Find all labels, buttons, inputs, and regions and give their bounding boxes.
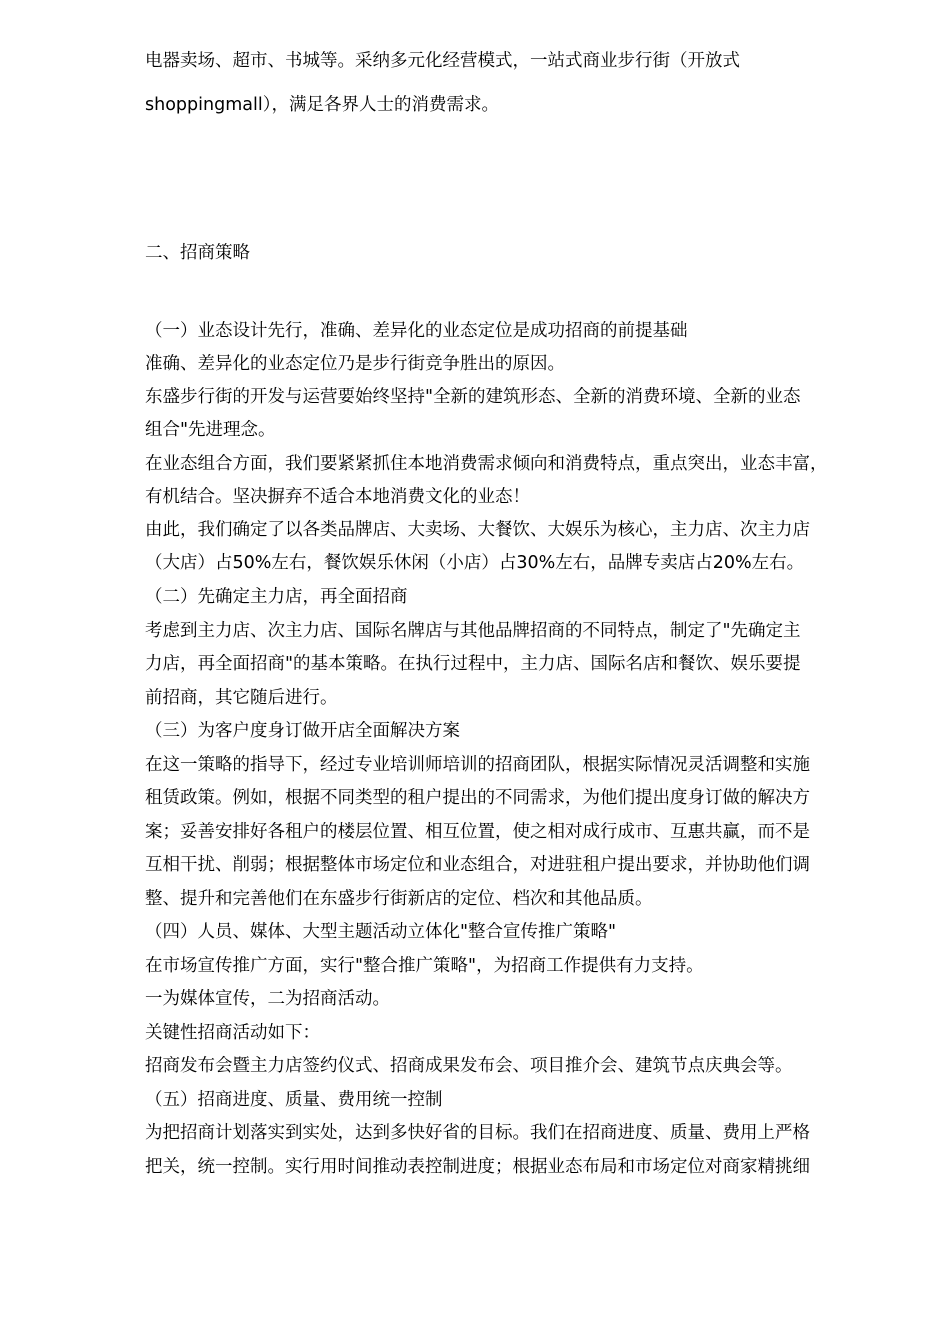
- s4-line-1: 在市场宣传推广方面，实行"整合推广策略"，为招商工作提供有力支持。: [145, 956, 704, 976]
- s1-paragraph-3-line-2: 有机结合。坚决摒弃不适合本地消费文化的业态！: [145, 487, 530, 507]
- s4-line-2: 一为媒体宣传，二为招商活动。: [145, 989, 390, 1009]
- s1-paragraph-2-line-2: 组合"先进理念。: [145, 420, 276, 440]
- section-title: 二、招商策略: [145, 243, 250, 263]
- s5-heading: （五）招商进度、质量、费用统一控制: [145, 1090, 443, 1110]
- s1-paragraph-2-line-1: 东盛步行街的开发与运营要始终坚持"全新的建筑形态、全新的消费环境、全新的业态: [145, 387, 801, 407]
- s3-line-5: 整、提升和完善他们在东盛步行街新店的定位、档次和其他品质。: [145, 889, 653, 909]
- s2-line-2: 力店，再全面招商"的基本策略。在执行过程中，主力店、国际名店和餐饮、娱乐要提: [145, 654, 801, 674]
- s3-line-4: 互相干扰、削弱；根据整体市场定位和业态组合，对进驻租户提出要求，并协助他们调: [145, 855, 810, 875]
- s4-line-4: 招商发布会暨主力店签约仪式、招商成果发布会、项目推介会、建筑节点庆典会等。: [145, 1056, 793, 1076]
- s4-line-3: 关键性招商活动如下：: [145, 1023, 320, 1043]
- s1-paragraph-4-line-1: 由此，我们确定了以各类品牌店、大卖场、大餐饮、大娱乐为核心，主力店、次主力店: [145, 520, 810, 540]
- s3-heading: （三）为客户度身订做开店全面解决方案: [145, 721, 460, 741]
- s1-paragraph-1: 准确、差异化的业态定位乃是步行街竞争胜出的原因。: [145, 354, 565, 374]
- s1-heading: （一）业态设计先行，准确、差异化的业态定位是成功招商的前提基础: [145, 321, 688, 341]
- s5-line-1: 为把招商计划落实到实处，达到多快好省的目标。我们在招商进度、质量、费用上严格: [145, 1123, 810, 1143]
- s1-paragraph-4-line-2: （大店）占50%左右，餐饮娱乐休闲（小店）占30%左右，品牌专卖店占20%左右。: [145, 553, 805, 573]
- s2-line-1: 考虑到主力店、次主力店、国际名牌店与其他品牌招商的不同特点，制定了"先确定主: [145, 621, 801, 641]
- s3-line-1: 在这一策略的指导下，经过专业培训师培训的招商团队，根据实际情况灵活调整和实施: [145, 755, 810, 775]
- s2-line-3: 前招商，其它随后进行。: [145, 688, 338, 708]
- s1-paragraph-3-line-1: 在业态组合方面，我们要紧紧抓住本地消费需求倾向和消费特点，重点突出，业态丰富，: [145, 454, 828, 474]
- s4-heading: （四）人员、媒体、大型主题活动立体化"整合宣传推广策略": [145, 922, 617, 942]
- s3-line-2: 租赁政策。例如，根据不同类型的租户提出的不同需求，为他们提出度身订做的解决方: [145, 788, 810, 808]
- s2-heading: （二）先确定主力店，再全面招商: [145, 587, 408, 607]
- intro-line-2: shoppingmall），满足各界人士的消费需求。: [145, 95, 499, 115]
- s5-line-2: 把关，统一控制。实行用时间推动表控制进度；根据业态布局和市场定位对商家精挑细: [145, 1157, 810, 1177]
- intro-line-1: 电器卖场、超市、书城等。采纳多元化经营模式，一站式商业步行街（开放式: [145, 51, 740, 71]
- s3-line-3: 案；妥善安排好各租户的楼层位置、相互位置，使之相对成行成市、互惠共赢，而不是: [145, 822, 810, 842]
